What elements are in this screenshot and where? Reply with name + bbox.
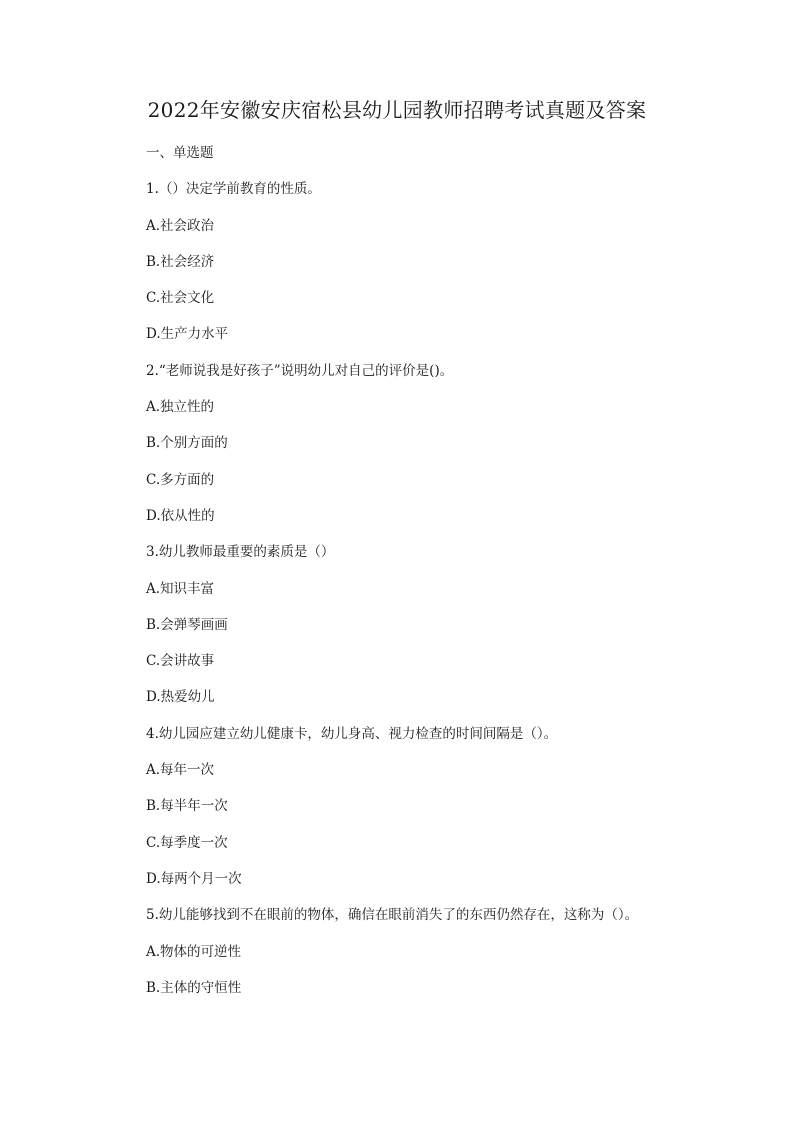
- question-stem: 4.幼儿园应建立幼儿健康卡，幼儿身高、视力检查的时间间隔是（）。: [146, 725, 558, 742]
- question-stem: 1.（）决定学前教育的性质。: [146, 181, 321, 198]
- answer-option: B.个别方面的: [146, 435, 228, 452]
- document-body: [146, 142, 706, 1013]
- answer-option: C.每季度一次: [146, 834, 228, 851]
- section-heading: 一、单选题: [146, 145, 214, 161]
- answer-option: C.社会文化: [146, 290, 215, 307]
- answer-option: D.每两个月一次: [146, 870, 242, 887]
- answer-option: A.社会政治: [146, 217, 215, 234]
- answer-option: A.知识丰富: [146, 580, 215, 597]
- answer-option: D.生产力水平: [146, 326, 229, 343]
- answer-option: A.独立性的: [146, 399, 215, 416]
- answer-option: B.每半年一次: [146, 798, 228, 815]
- answer-option: A.每年一次: [146, 762, 215, 779]
- answer-option: A.物体的可逆性: [146, 943, 242, 960]
- answer-option: D.依从性的: [146, 507, 215, 524]
- answer-option: C.会讲故事: [146, 653, 215, 670]
- answer-option: B.主体的守恒性: [146, 979, 242, 996]
- answer-option: D.热爱幼儿: [146, 689, 215, 706]
- answer-option: B.会弹琴画画: [146, 616, 228, 633]
- question-stem: 2.“老师说我是好孩子”说明幼儿对自己的评价是()。: [146, 362, 454, 379]
- answer-option: C.多方面的: [146, 471, 215, 488]
- question-stem: 5.幼儿能够找到不在眼前的物体，确信在眼前消失了的东西仍然存在，这称为（）。: [146, 907, 639, 924]
- answer-option: B.社会经济: [146, 253, 215, 270]
- question-stem: 3.幼儿教师最重要的素质是（）: [146, 544, 335, 561]
- document-title: 2022年安徽安庆宿松县幼儿园教师招聘考试真题及答案: [147, 98, 647, 122]
